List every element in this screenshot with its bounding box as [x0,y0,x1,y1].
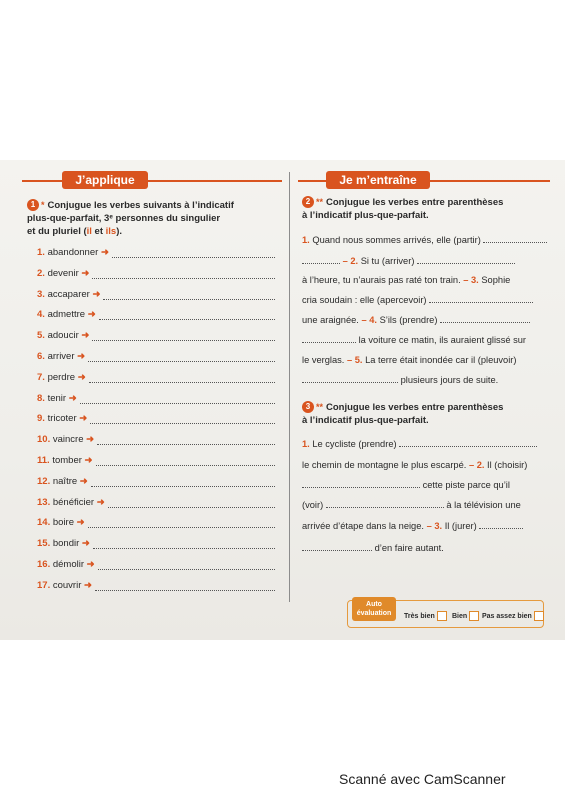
ex3-line-6 [302,541,444,555]
exercise-number-badge: 2 [302,196,314,208]
verb-infinitive: perdre [47,372,76,383]
instruction-line-1: Conjugue les verbes entre parenthèses [326,197,504,208]
difficulty-stars: * [41,200,45,210]
arrow-icon: ➜ [81,330,90,341]
answer-line[interactable] [98,568,275,570]
verb-item [37,496,105,510]
ex2-line-2 [302,254,515,268]
answer-line[interactable] [80,402,275,404]
answer-line[interactable] [92,277,275,279]
verb-number: 3. [37,289,45,300]
arrow-icon: ➜ [81,538,90,549]
ex3-line-6-text: d’en faire autant. [374,543,444,553]
rating-checkbox[interactable] [437,611,447,621]
rating-checkbox[interactable] [469,611,479,621]
auto-evaluation-label [352,597,396,621]
verb-number: 15. [37,538,51,549]
ex2-line-2-text: Si tu (arriver) [360,256,415,266]
ex3-line-3 [302,478,510,492]
answer-blank[interactable] [429,293,533,303]
ex2-line-7-text-2: La terre était inondée car il (pleuvoir) [365,355,517,365]
instruction-line-2: plus-que-parfait, 3ᵉ personnes du singulier [27,213,221,224]
exercise-3-instruction [302,401,552,427]
verb-infinitive: vaincre [52,434,84,445]
difficulty-stars: ** [316,402,324,412]
ex3-line-5 [302,519,523,533]
verb-number: 4. [37,309,45,320]
verb-item [37,350,85,364]
answer-line[interactable] [92,339,275,341]
ex2-line-6 [302,333,526,347]
arrow-icon: ➜ [79,476,88,487]
ex2-line-3 [302,273,510,287]
rating-pas-assez-bien[interactable] [482,611,544,622]
verb-infinitive: arriver [47,351,75,362]
verb-item [37,475,88,489]
verb-item [37,579,92,593]
arrow-icon: ➜ [96,497,105,508]
arrow-icon: ➜ [76,517,85,528]
answer-blank[interactable] [483,233,547,243]
ex2-line-7-text: le verglas. [302,355,345,365]
verb-number: 16. [37,559,51,570]
instruction-line-3-end: ). [116,226,123,237]
left-header-rule [22,180,282,182]
ex2-line-3-text: à l’heure, tu n’aurais pas raté ton train. [302,275,461,285]
ex2-line-3-text-2: Sophie [481,275,511,285]
verb-number: 11. [37,455,50,466]
pronoun-il: il [86,226,92,237]
arrow-icon: ➜ [87,309,96,320]
ex3-line-5-text: arrivée d’étape dans la neige. [302,521,424,531]
verb-infinitive: tricoter [47,413,77,424]
answer-line[interactable] [89,381,275,383]
answer-blank[interactable] [399,437,537,447]
instruction-line-1: Conjugue les verbes entre parenthèses [326,402,504,413]
verb-item [37,392,77,406]
instruction-line-2: à l’indicatif plus-que-parfait. [302,210,429,221]
answer-line[interactable] [96,464,275,466]
ex3-line-4-text: (voir) [302,500,324,510]
ex3-line-4-text-2: à la télévision une [446,500,521,510]
ex3-line-2-text: le chemin de montagne le plus escarpé. [302,460,467,470]
scanner-watermark: Scanné avec CamScanner [339,771,506,787]
rating-label: Pas assez bien [482,612,532,620]
exercise-2-instruction [302,196,552,222]
verb-item [37,308,96,322]
verb-number: 6. [37,351,45,362]
verb-infinitive: tenir [47,393,67,404]
item-number: 1. [302,439,310,449]
arrow-icon: ➜ [79,413,88,424]
exercise-number-badge: 3 [302,401,314,413]
verb-number: 7. [37,372,45,383]
answer-line[interactable] [88,526,275,528]
ex3-line-1-text: Le cycliste (prendre) [312,439,397,449]
answer-line[interactable] [91,485,275,487]
ex2-line-1 [302,233,547,247]
answer-line[interactable] [99,318,275,320]
arrow-icon: ➜ [81,268,90,279]
verb-infinitive: bénéficier [52,497,95,508]
answer-line[interactable] [93,547,275,549]
verb-number: 12. [37,476,51,487]
ex3-line-3-text: cette piste parce qu’il [422,480,510,490]
verb-infinitive: admettre [47,309,86,320]
verb-infinitive: tomber [52,455,82,466]
arrow-icon: ➜ [86,434,95,445]
item-number: – 3. [463,275,479,285]
answer-line[interactable] [90,422,275,424]
verb-item [37,246,109,260]
answer-blank[interactable] [302,333,356,343]
verb-infinitive: accaparer [47,289,90,300]
verb-number: 17. [37,580,51,591]
arrow-icon: ➜ [77,351,86,362]
item-number: – 2. [342,256,359,266]
ex2-line-1-text: Quand nous sommes arrivés, elle (partir) [312,235,481,245]
scan-top-margin [0,0,565,160]
arrow-icon: ➜ [84,580,92,591]
arrow-icon: ➜ [68,393,77,404]
arrow-icon: ➜ [92,289,101,300]
answer-blank[interactable] [417,254,515,264]
verb-infinitive: adoucir [47,330,79,341]
verb-number: 1. [37,247,45,258]
rating-checkbox[interactable] [534,611,544,621]
verb-infinitive: boire [52,517,74,528]
ex3-line-4 [302,498,521,512]
item-number: – 3. [426,521,443,531]
verb-number: 2. [37,268,45,279]
answer-blank[interactable] [302,541,372,551]
ex3-line-2 [302,458,527,472]
verb-item [37,433,94,447]
item-number: – 4. [361,315,377,325]
ex3-line-2-text-2: Il (choisir) [487,460,528,470]
ex2-line-8 [302,373,498,387]
answer-line[interactable] [95,589,275,591]
ex3-line-1 [302,437,537,451]
rating-tres-bien[interactable] [404,611,447,622]
instruction-line-2: à l’indicatif plus-que-parfait. [302,415,429,426]
answer-line[interactable] [103,298,275,300]
verb-infinitive: naître [52,476,78,487]
verb-infinitive: abandonner [47,247,99,258]
ex2-line-7 [302,353,517,367]
answer-blank[interactable] [326,498,444,508]
exercise-1-instruction [27,199,282,238]
verb-number: 10. [37,434,51,445]
ex2-line-4-text: cria soudain : elle (apercevoir) [302,295,427,305]
auto-evaluation-label-line-1: Auto [366,601,382,608]
verb-item [37,267,89,281]
answer-line[interactable] [97,443,275,445]
difficulty-stars: ** [316,197,324,207]
arrow-icon: ➜ [100,247,109,258]
verb-infinitive: couvrir [52,580,82,591]
arrow-icon: ➜ [77,372,86,383]
verb-item [37,516,85,530]
answer-blank[interactable] [302,373,398,383]
verb-infinitive: démolir [52,559,85,570]
ex2-line-6-text: la voiture ce matin, ils auraient glissé sur [358,335,527,345]
verb-infinitive: bondir [52,538,80,549]
answer-blank[interactable] [302,254,340,264]
verb-number: 8. [37,393,45,404]
verb-number: 13. [37,497,51,508]
arrow-icon: ➜ [86,559,95,570]
ex2-line-5-text-2: S’ils (prendre) [379,315,438,325]
answer-blank[interactable] [479,519,523,529]
verb-infinitive: devenir [47,268,79,279]
verb-item [37,288,100,302]
verb-number: 9. [37,413,45,424]
rating-bien[interactable] [452,611,479,622]
exercise-number-badge: 1 [27,199,39,211]
rating-label: Très bien [404,612,435,620]
verb-item [37,454,93,468]
verb-item [37,558,95,572]
ex2-line-4 [302,293,533,307]
verb-item [37,329,89,343]
verb-item [37,412,87,426]
section-title-japplique: J’applique [62,171,148,189]
pronoun-ils: ils [105,226,117,237]
answer-line[interactable] [108,506,275,508]
ex2-line-5 [302,313,530,327]
rating-label: Bien [452,612,468,620]
ex2-line-8-text: plusieurs jours de suite. [400,375,499,385]
column-divider [289,172,290,602]
arrow-icon: ➜ [84,455,93,466]
instruction-line-3-start: et du pluriel ( [27,226,87,237]
instruction-line-3-mid: et [91,226,106,237]
verb-item [37,371,86,385]
item-number: – 5. [346,355,363,365]
verb-item [37,537,90,551]
auto-evaluation-label-line-2: évaluation [356,610,392,617]
answer-blank[interactable] [302,478,420,488]
instruction-line-1: Conjugue les verbes suivants à l’indicatif [47,200,234,211]
section-title-je-mentraine: Je m’entraîne [326,171,430,189]
item-number: 1. [302,235,310,245]
item-number: – 2. [468,460,485,470]
verb-number: 14. [37,517,51,528]
answer-line[interactable] [88,360,275,362]
answer-blank[interactable] [440,313,530,323]
ex2-line-5-text: une araignée. [302,315,359,325]
verb-number: 5. [37,330,45,341]
answer-line[interactable] [112,256,275,258]
ex3-line-5-text-2: Il (jurer) [444,521,477,531]
